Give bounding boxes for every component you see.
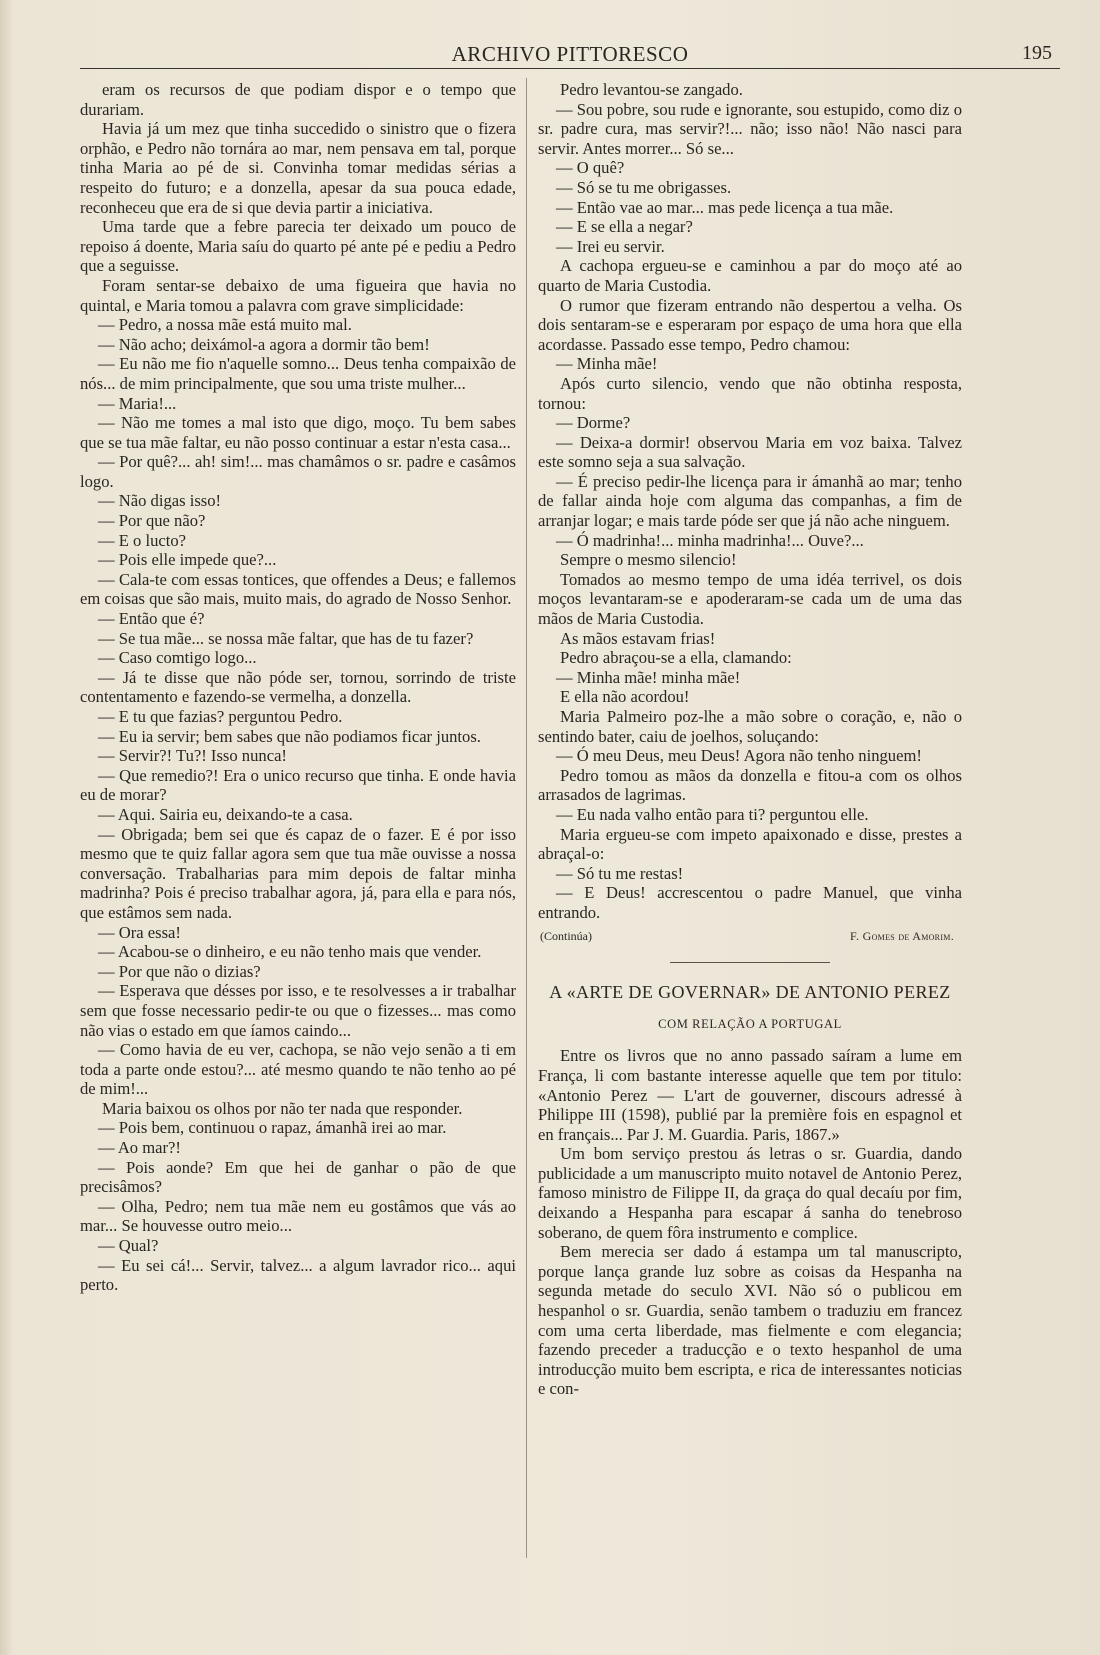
paragraph: — Ora essa! — [98, 922, 181, 942]
paragraph: Pedro abraçou-se a ella, clamando: — [560, 648, 792, 668]
paragraph: eram os recursos de que podiam dispor e o tempo que durariam. — [80, 80, 516, 119]
paragraph: — Irei eu servir. — [556, 236, 665, 256]
paragraph: Pedro levantou-se zangado. — [560, 80, 743, 99]
paragraph: — Eu não me fio n'aquelle somno... Deus tenha compaixão de nós... de mim principalmente, que sou uma triste mulher... — [80, 354, 516, 393]
story-signature — [538, 927, 962, 947]
paragraph: Uma tarde que a febre parecia ter deixado um pouco de repoiso á doente, Maria saíu do quarto pé ante pé e pediu a Pedro que a seguisse. — [80, 217, 516, 276]
paragraph: — Esperava que désses por isso, e te resolvesses a ir trabalhar sem que fosse necessario pedir-te ou que o fizesses... mas como não vias o estado em que íamos caindo... — [80, 981, 516, 1040]
paragraph: O rumor que fizeram entrando não despertou a velha. Os dois sentaram-se e esperaram por espaço de uma hora que ella acordasse. Passado esse tempo, Pedro chamou: — [538, 295, 962, 354]
paragraph: — Não digas isso! — [98, 491, 222, 511]
paragraph: — Pois aonde? Em que hei de ganhar o pão de que precisâmos? — [80, 1157, 516, 1197]
paragraph: — Minha mãe! — [556, 354, 658, 374]
paragraph: — Qual? — [98, 1236, 159, 1256]
paragraph: Pedro tomou as mãos da donzella e fitou-a com os olhos arrasados de lagrimas. — [538, 765, 962, 805]
paragraph: — Obrigada; bem sei que és capaz de o fazer. E é por isso mesmo que te quiz fallar agora sem que tua mãe ouvisse a nossa conversação. Trabalharias para mim depois de faltar minha madrinha? Pois é preciso trabalhar agora, já, para ella e para nós, que estâmos sem nada. — [80, 824, 516, 922]
article-subtitle: COM RELAÇÃO A PORTUGAL — [658, 1016, 842, 1031]
paragraph: E ella não acordou! — [560, 687, 690, 707]
paragraph: Após curto silencio, vendo que não obtinha resposta, tornou: — [538, 373, 962, 413]
paragraph: — Acabou-se o dinheiro, e eu não tenho mais que vender. — [98, 942, 482, 962]
left-column — [80, 80, 516, 1295]
paragraph: — É preciso pedir-lhe licença para ir ámanhã ao mar; tenho de fallar ainda hoje com alguma das companhas, a fim de arranjar logar; e mais tarde póde ser que já não ache ninguem. — [538, 471, 962, 531]
paragraph: — Pedro, a nossa mãe está muito mal. — [98, 315, 352, 335]
paragraph: — E Deus! accrescentou o padre Manuel, que vinha entrando. — [538, 883, 962, 922]
paragraph: — Só se tu me obrigasses. — [556, 177, 732, 197]
paragraph: — E tu que fazias? perguntou Pedro. — [98, 707, 343, 726]
continua-note: (Continúa) — [540, 928, 592, 943]
journal-title: ARCHIVO PITTORESCO — [451, 42, 689, 66]
paragraph: — Não me tomes a mal isto que digo, moço. Tu bem sabes que se tua mãe faltar, eu não posso continuar a estar n'esta casa... — [80, 413, 516, 452]
paragraph: — Deixa-a dormir! observou Maria em voz baixa. Talvez este somno seja a sua salvação. — [538, 432, 962, 472]
paragraph: Maria ergueu-se com impeto apaixonado e disse, prestes a abraçal-o: — [538, 824, 962, 864]
right-column — [538, 80, 962, 1399]
paragraph: — Maria!... — [98, 393, 177, 413]
paragraph: — Ó meu Deus, meu Deus! Agora não tenho ninguem! — [556, 746, 922, 766]
paragraph: Bem merecia ser dado á estampa um tal manuscripto, porque lança grande luz sobre as coisas da Hespanha na segunda metade do seculo XVI. Não só o publicou em hespanhol o sr. Guardia, senão tambem o traduziu em francez com uma certa liberdade, mas fielmente e com elegancia; fazendo preceder a traducção e o texto hespanhol de uma introducção muito bem escripta, e rica de interessantes noticias e con- — [538, 1242, 962, 1399]
paragraph: Maria Palmeiro poz-lhe a mão sobre o coração, e, não o sentindo bater, caiu de joelhos, soluçando: — [538, 707, 962, 746]
paragraph: — Dorme? — [556, 413, 631, 433]
section-rule — [670, 962, 830, 963]
paragraph: — Por quê?... ah! sim!... mas chamâmos o sr. padre e casâmos logo. — [80, 452, 516, 491]
article-body — [538, 1046, 962, 1399]
paragraph: — Minha mãe! minha mãe! — [556, 667, 741, 687]
paragraph: Entre os livros que no anno passado saíram a lume em França, li com bastante interesse aquelle que tem por titulo: «Antonio Perez — L'art de gouverner, discours adressé à Philippe III (1598), publié par la première fois en espagnol et en français... Par J. M. Guardia. Paris, 1867.» — [538, 1046, 962, 1144]
paragraph: Havia já um mez que tinha succedido o sinistro que o fizera orphão, e Pedro não tornára ao mar, nem pensava em tal, porque tinha Maria ao pé de si. Convinha tomar medidas sérias a respeito do futuro; e a donzella, apesar da sua pouca edade, reconheceu que era de si que devia partir a iniciativa. — [80, 119, 516, 217]
article-title: A «ARTE DE GOVERNAR» DE ANTONIO PEREZ — [549, 982, 951, 1003]
page-header — [80, 38, 1060, 69]
paragraph: — Eu nada valho então para ti? perguntou elle. — [556, 804, 869, 824]
paragraph: — Então vae ao mar... mas pede licença a tua mãe. — [556, 197, 894, 217]
paragraph: — Pois elle impede que?... — [98, 550, 277, 570]
paragraph: — Caso comtigo logo... — [98, 648, 257, 668]
paragraph: — Que remedio?! Era o unico recurso que tinha. E onde havia eu de morar? — [80, 765, 516, 805]
paragraph: — Então que é? — [98, 609, 205, 629]
paragraph: — Cala-te com essas tontices, que offendes a Deus; e fallemos em coisas que são mais, muito mais, do agrado de Nosso Senhor. — [80, 569, 516, 609]
author-name: F. Gomes de Amorim. — [850, 928, 954, 943]
page-number: 195 — [1022, 42, 1052, 64]
paragraph: Foram sentar-se debaixo de uma figueira que havia no quintal, e Maria tomou a palavra com grave simplicidade: — [80, 275, 516, 315]
paragraph: Um bom serviço prestou ás letras o sr. Guardia, dando publicidade a um manuscripto muito notavel de Antonio Perez, famoso ministro de Filippe II, da graça do qual decaíu por fim, deixando a Hespanha para escapar á sanha do tenebroso soberano, de quem fôra instrumento e complice. — [538, 1144, 962, 1242]
paragraph: Sempre o mesmo silencio! — [560, 550, 737, 570]
paragraph: — Só tu me restas! — [556, 863, 684, 883]
paragraph: — O quê? — [556, 158, 625, 178]
story-continuation — [538, 80, 962, 923]
paragraph: Maria baixou os olhos por não ter nada que responder. — [102, 1098, 463, 1118]
paragraph: Tomados ao mesmo tempo de uma idéa terrivel, os dois moços levantaram-se e apoderaram-se cada um de uma das mãos de Maria Custodia. — [538, 569, 962, 629]
paragraph: — Se tua mãe... se nossa mãe faltar, que has de tu fazer? — [98, 628, 474, 648]
paragraph: — Olha, Pedro; nem tua mãe nem eu gostâmos que vás ao mar... Se houvesse outro meio... — [80, 1196, 516, 1236]
paragraph: — Não acho; deixámol-a agora a dormir tão bem! — [98, 334, 430, 354]
paragraph: As mãos estavam frias! — [560, 628, 716, 648]
paragraph: — Servir?! Tu?! Isso nunca! — [98, 746, 287, 766]
paragraph: — E o lucto? — [98, 530, 187, 550]
paragraph: — Ó madrinha!... minha madrinha!... Ouve?... — [556, 530, 864, 550]
paragraph: — Pois bem, continuou o rapaz, ámanhã irei ao mar. — [98, 1118, 447, 1138]
paragraph: — E se ella a negar? — [556, 217, 693, 237]
paragraph: — Eu sei cá!... Servir, talvez... a algum lavrador rico... aqui perto. — [80, 1255, 516, 1295]
paragraph: — Como havia de eu ver, cachopa, se não vejo senão a ti em toda a parte onde estou?... até mesmo quando te não tenho ao pé de mim!... — [80, 1040, 516, 1099]
paragraph: A cachopa ergueu-se e caminhou a par do moço até ao quarto de Maria Custodia. — [538, 256, 962, 295]
paragraph: — Ao mar?! — [98, 1138, 181, 1158]
paragraph: — Sou pobre, sou rude e ignorante, sou estupido, como diz o sr. padre cura, mas servir?!... não; isso não! Não nasci para servir. Antes morrer... Só se... — [538, 99, 962, 158]
paragraph: — Aqui. Sairia eu, deixando-te a casa. — [98, 804, 353, 824]
paragraph: — Já te disse que não póde ser, tornou, sorrindo de triste contentamento e fazendo-se vermelha, a donzella. — [80, 667, 516, 707]
paragraph: — Por que não o dizias? — [98, 961, 261, 981]
paragraph: — Por que não? — [98, 511, 206, 531]
column-divider — [526, 78, 527, 1558]
paragraph: — Eu ia servir; bem sabes que não podiamos ficar juntos. — [98, 726, 481, 746]
